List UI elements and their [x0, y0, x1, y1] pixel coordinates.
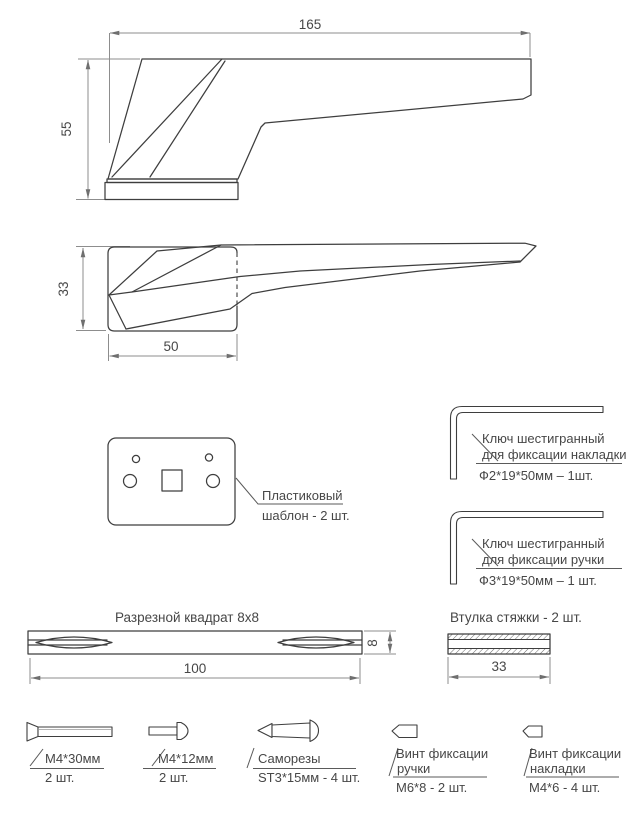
- hex-key-plate-spec: Ф2*19*50мм – 1шт.: [479, 468, 594, 483]
- bolt-m4x30-leader: [30, 749, 43, 766]
- top-height-value: 33: [56, 281, 71, 297]
- hex-key-handle-line2: для фиксации ручки: [482, 552, 605, 567]
- hex-key-handle-spec: Ф3*19*50мм – 1 шт.: [479, 573, 597, 588]
- set-screw-plate-shape: [523, 726, 542, 737]
- top-view: [56, 243, 536, 361]
- screws-label: Саморезы: [258, 751, 321, 766]
- spindle-title: Разрезной квадрат 8x8: [115, 610, 259, 625]
- side-height-value: 55: [59, 121, 74, 137]
- lever-facet-lines: [112, 59, 225, 177]
- set-screw-plate-label2: накладки: [530, 761, 586, 776]
- bolt-m4x12-qty: 2 шт.: [159, 770, 189, 785]
- bushing-length-value: 33: [491, 659, 507, 674]
- dim-base-width-50: [109, 334, 238, 361]
- spindle-spring-left: [36, 637, 112, 648]
- template-hole-small-left: [132, 455, 139, 462]
- hex-key-plate-line1: Ключ шестигранный: [482, 431, 605, 446]
- set-screw-handle-shape: [392, 725, 417, 738]
- hex-key-plate: [451, 407, 627, 484]
- rosette-side: [105, 183, 238, 200]
- dim-spindle-size-8: [364, 631, 396, 654]
- set-screw-handle-qty: М6*8 - 2 шт.: [396, 780, 468, 795]
- template-label-line1: Пластиковый: [262, 488, 343, 503]
- dim-length-165: [110, 17, 531, 143]
- dim-spindle-length-100: [30, 658, 360, 684]
- dim-height-33: [56, 247, 130, 331]
- screws-qty: ST3*15мм - 4 шт.: [258, 770, 361, 785]
- template-hole-large-left: [124, 475, 137, 488]
- tie-bushing: [448, 610, 582, 684]
- bolt-m4x30-head: [27, 723, 38, 742]
- fastener-set-screw-handle: [389, 725, 488, 795]
- spindle-size-value: 8: [365, 639, 380, 647]
- lever-plan-bottom-contour: [126, 262, 520, 329]
- set-screw-plate-label1: Винт фиксации: [529, 746, 622, 761]
- spindle-length-value: 100: [183, 661, 207, 676]
- bolt-m4x12-head: [177, 723, 188, 740]
- spindle-slit-right: [283, 640, 362, 645]
- template-hole-large-right: [207, 475, 220, 488]
- screw-shaft: [272, 723, 310, 738]
- set-screw-plate-qty: М4*6 - 4 шт.: [529, 780, 601, 795]
- fastener-self-tapping-screws: [247, 720, 360, 785]
- bolt-m4x12-shaft: [149, 727, 177, 735]
- bushing-hatch-top: [448, 634, 550, 640]
- dim-bushing-33: [448, 657, 550, 684]
- lever-plan-top-contour: [109, 243, 536, 295]
- bushing-title: Втулка стяжки - 2 шт.: [450, 610, 582, 625]
- screws-leader: [247, 748, 254, 768]
- spindle-slit-left: [28, 640, 107, 645]
- plastic-template: [108, 438, 350, 525]
- template-square-hole: [162, 470, 182, 491]
- bolt-m4x30-label: М4*30мм: [45, 751, 101, 766]
- set-screw-handle-label2: ручки: [397, 761, 431, 776]
- side-length-value: 165: [298, 17, 322, 32]
- lever-profile-outline: [108, 59, 531, 179]
- hex-key-plate-line2: для фиксации накладки: [482, 447, 627, 462]
- lever-plan-crease: [132, 261, 520, 292]
- fastener-bolt-m4x12: [143, 723, 216, 786]
- template-outline: [108, 438, 235, 525]
- fastener-set-screw-plate: [523, 726, 621, 795]
- spindle-spring-right: [278, 637, 354, 648]
- fastener-bolt-m4x30: [27, 723, 112, 786]
- screw-tip: [258, 724, 272, 738]
- side-view: [59, 17, 531, 200]
- bolt-m4x30-qty: 2 шт.: [45, 770, 75, 785]
- set-screw-handle-label1: Винт фиксации: [396, 746, 489, 761]
- template-hole-small-right: [205, 454, 212, 461]
- rosette-plan-outline: [108, 247, 237, 331]
- split-spindle: [28, 610, 396, 684]
- bushing-hatch-bottom: [448, 649, 550, 655]
- bolt-m4x30-shaft: [38, 727, 112, 737]
- template-label-line2: шаблон - 2 шт.: [262, 508, 350, 523]
- spindle-bar: [28, 631, 362, 654]
- screw-head-flange: [310, 720, 319, 742]
- base-width-value: 50: [163, 339, 179, 354]
- bolt-m4x12-label: М4*12мм: [158, 751, 214, 766]
- hex-key-handle: [451, 512, 623, 589]
- hex-key-handle-line1: Ключ шестигранный: [482, 536, 605, 551]
